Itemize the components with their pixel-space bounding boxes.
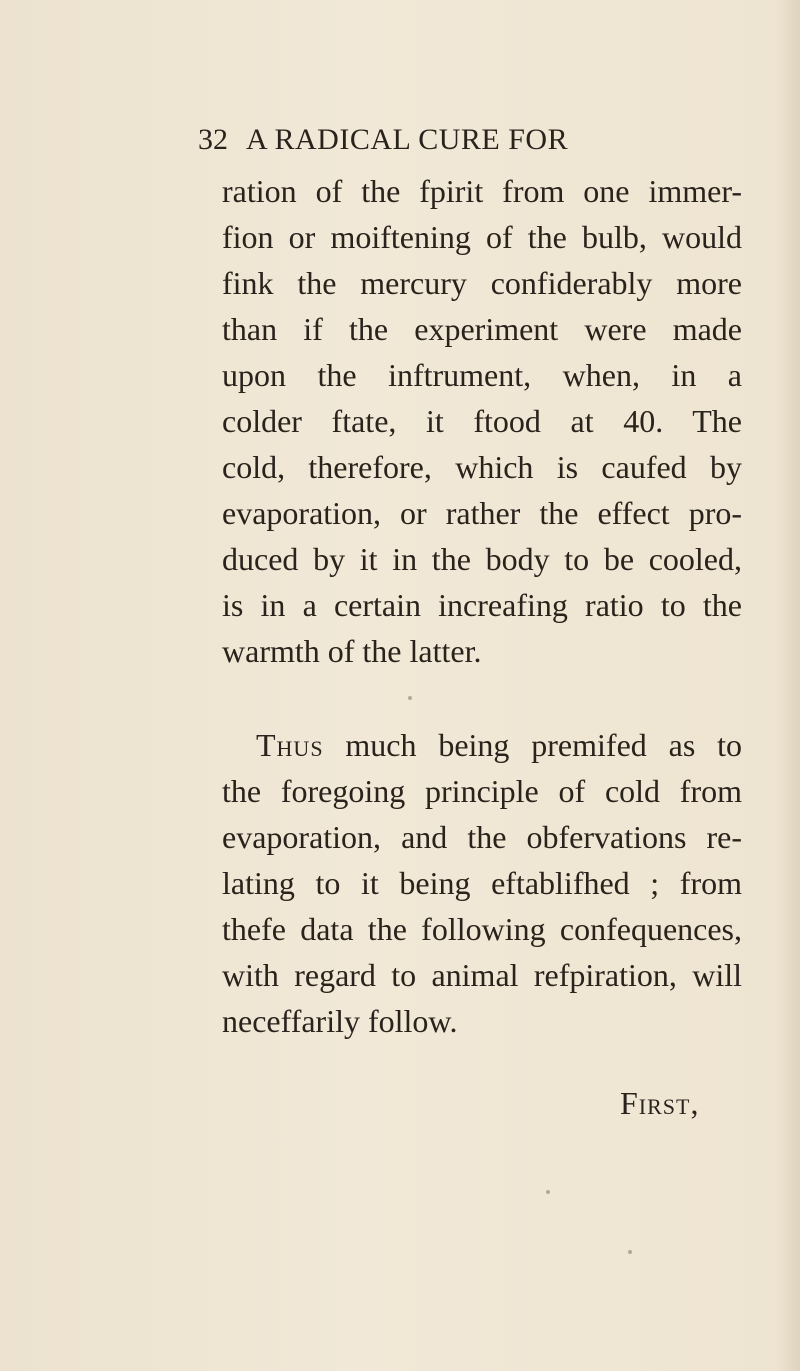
text-line: duced by it in the body to be cooled, (222, 541, 742, 577)
text-line: warmth of the latter. (222, 633, 482, 669)
text-line: the foregoing principle of cold from (222, 773, 742, 809)
text-line: evaporation, or rather the effect pro- (222, 495, 742, 531)
text-line: cold, therefore, which is caufed by (222, 449, 742, 485)
paper-speck (408, 696, 412, 700)
text-line: neceffarily follow. (222, 1003, 458, 1039)
paragraph-2 (222, 722, 742, 1044)
text-line: fink the mercury confiderably more (222, 265, 742, 301)
text-line: thefe data the following confequences, (222, 911, 742, 947)
page-number: 32 (198, 123, 228, 156)
text-line: with regard to animal refpiration, will (222, 957, 742, 993)
running-title: A RADICAL CURE FOR (246, 123, 569, 156)
text-line: fion or moiftening of the bulb, would (222, 219, 742, 255)
text-line: colder ftate, it ftood at 40. The (222, 403, 742, 439)
text-line: than if the experiment were made (222, 311, 742, 347)
opening-word: Thus (256, 727, 324, 763)
text-line: upon the inftrument, when, in a (222, 357, 742, 393)
text-line: lating to it being eftablifhed ; from (222, 865, 742, 901)
text-line: is in a certain increafing ratio to the (222, 587, 742, 623)
paper-speck (628, 1250, 632, 1254)
text-line-opening (222, 722, 742, 768)
page-edge-shadow (776, 0, 800, 1371)
catchword: First, (620, 1085, 700, 1121)
text-line: ration of the fpirit from one immer- (222, 173, 742, 209)
text-line: evaporation, and the obfervations re- (222, 819, 742, 855)
paragraph-1 (222, 168, 742, 674)
text-line-rest: much being premifed as to (323, 727, 742, 763)
paper-speck (546, 1190, 550, 1194)
